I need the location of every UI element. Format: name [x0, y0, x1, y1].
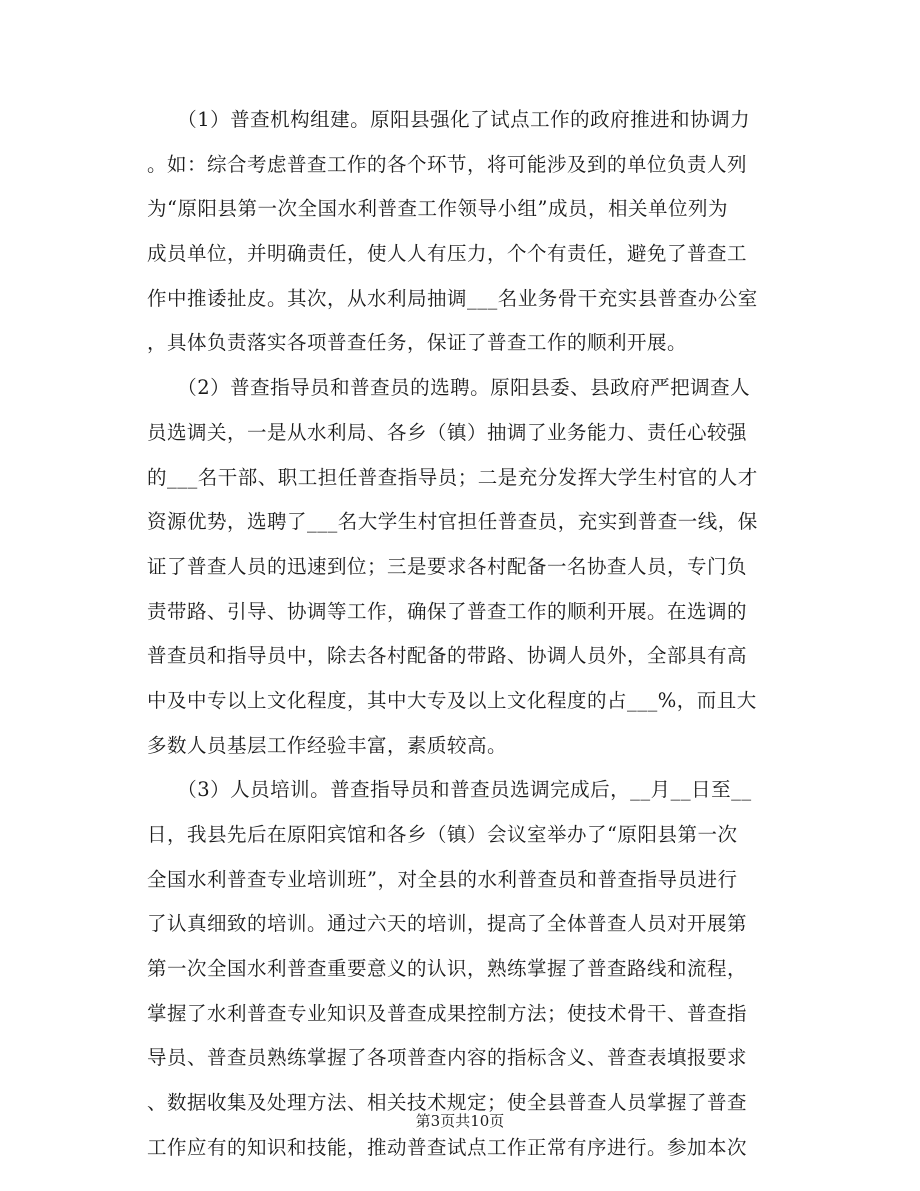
text-line: 作中推诿扯皮。其次，从水利局抽调___名业务骨干充实县普查办公室: [147, 286, 758, 310]
text-line: 第一次全国水利普查重要意义的认识，熟练掌握了普查路线和流程，: [147, 957, 748, 981]
text-line: 全国水利普查专业培训班”，对全县的水利普查员和普查指导员进行: [147, 867, 738, 891]
text-line: （3）人员培训。普查指导员和普查员选调完成后，__月__日至__: [147, 778, 752, 802]
page-number: 第3页共10页: [415, 1112, 505, 1130]
text-line: （2）普查指导员和普查员的选聘。原阳县委、县政府严把调查人: [147, 376, 751, 400]
body-text: [147, 98, 787, 1171]
text-line: 责带路、引导、协调等工作，确保了普查工作的顺利开展。在选调的: [147, 599, 748, 623]
text-line: 。如：综合考虑普查工作的各个环节，将可能涉及到的单位负责人列: [147, 152, 748, 176]
text-line: 普查员和指导员中，除去各村配备的带路、协调人员外，全部具有高: [147, 644, 748, 668]
text-line: 导员、普查员熟练掌握了各项普查内容的指标含义、普查表填报要求: [147, 1046, 748, 1070]
text-line: 员选调关，一是从水利局、各乡（镇）抽调了业务能力、责任心较强: [147, 420, 748, 444]
text-line: 多数人员基层工作经验丰富，素质较高。: [147, 733, 508, 757]
text-line: 日，我县先后在原阳宾馆和各乡（镇）会议室举办了“原阳县第一次: [147, 823, 738, 846]
text-line: 了认真细致的培训。通过六天的培训，提高了全体普查人员对开展第: [147, 912, 748, 936]
text-line: ，具体负责落实各项普查任务，保证了普查工作的顺利开展。: [147, 331, 688, 355]
text-line: 掌握了水利普查专业知识及普查成果控制方法；使技术骨干、普查指: [147, 1001, 748, 1025]
text-line: 为“原阳县第一次全国水利普查工作领导小组”成员，相关单位列为: [147, 197, 728, 221]
text-line: 、数据收集及处理方法、相关技术规定；使全县普查人员掌握了普查: [147, 1091, 748, 1115]
text-line: 中及中专以上文化程度，其中大专及以上文化程度的占___%，而且大: [147, 688, 757, 712]
text-line: 工作应有的知识和技能，推动普查试点工作正常有序进行。参加本次: [147, 1135, 748, 1159]
text-line: 的___名干部、职工担任普查指导员；二是充分发挥大学生村官的人才: [147, 465, 758, 489]
text-line: （1）普查机构组建。原阳县强化了试点工作的政府推进和协调力: [147, 108, 751, 131]
text-line: 资源优势，选聘了___名大学生村官担任普查员，充实到普查一线，保: [147, 510, 758, 534]
text-line: 成员单位，并明确责任，使人人有压力，个个有责任，避免了普查工: [147, 242, 748, 266]
text-line: 证了普查人员的迅速到位；三是要求各村配备一名协查人员，专门负: [147, 554, 748, 578]
